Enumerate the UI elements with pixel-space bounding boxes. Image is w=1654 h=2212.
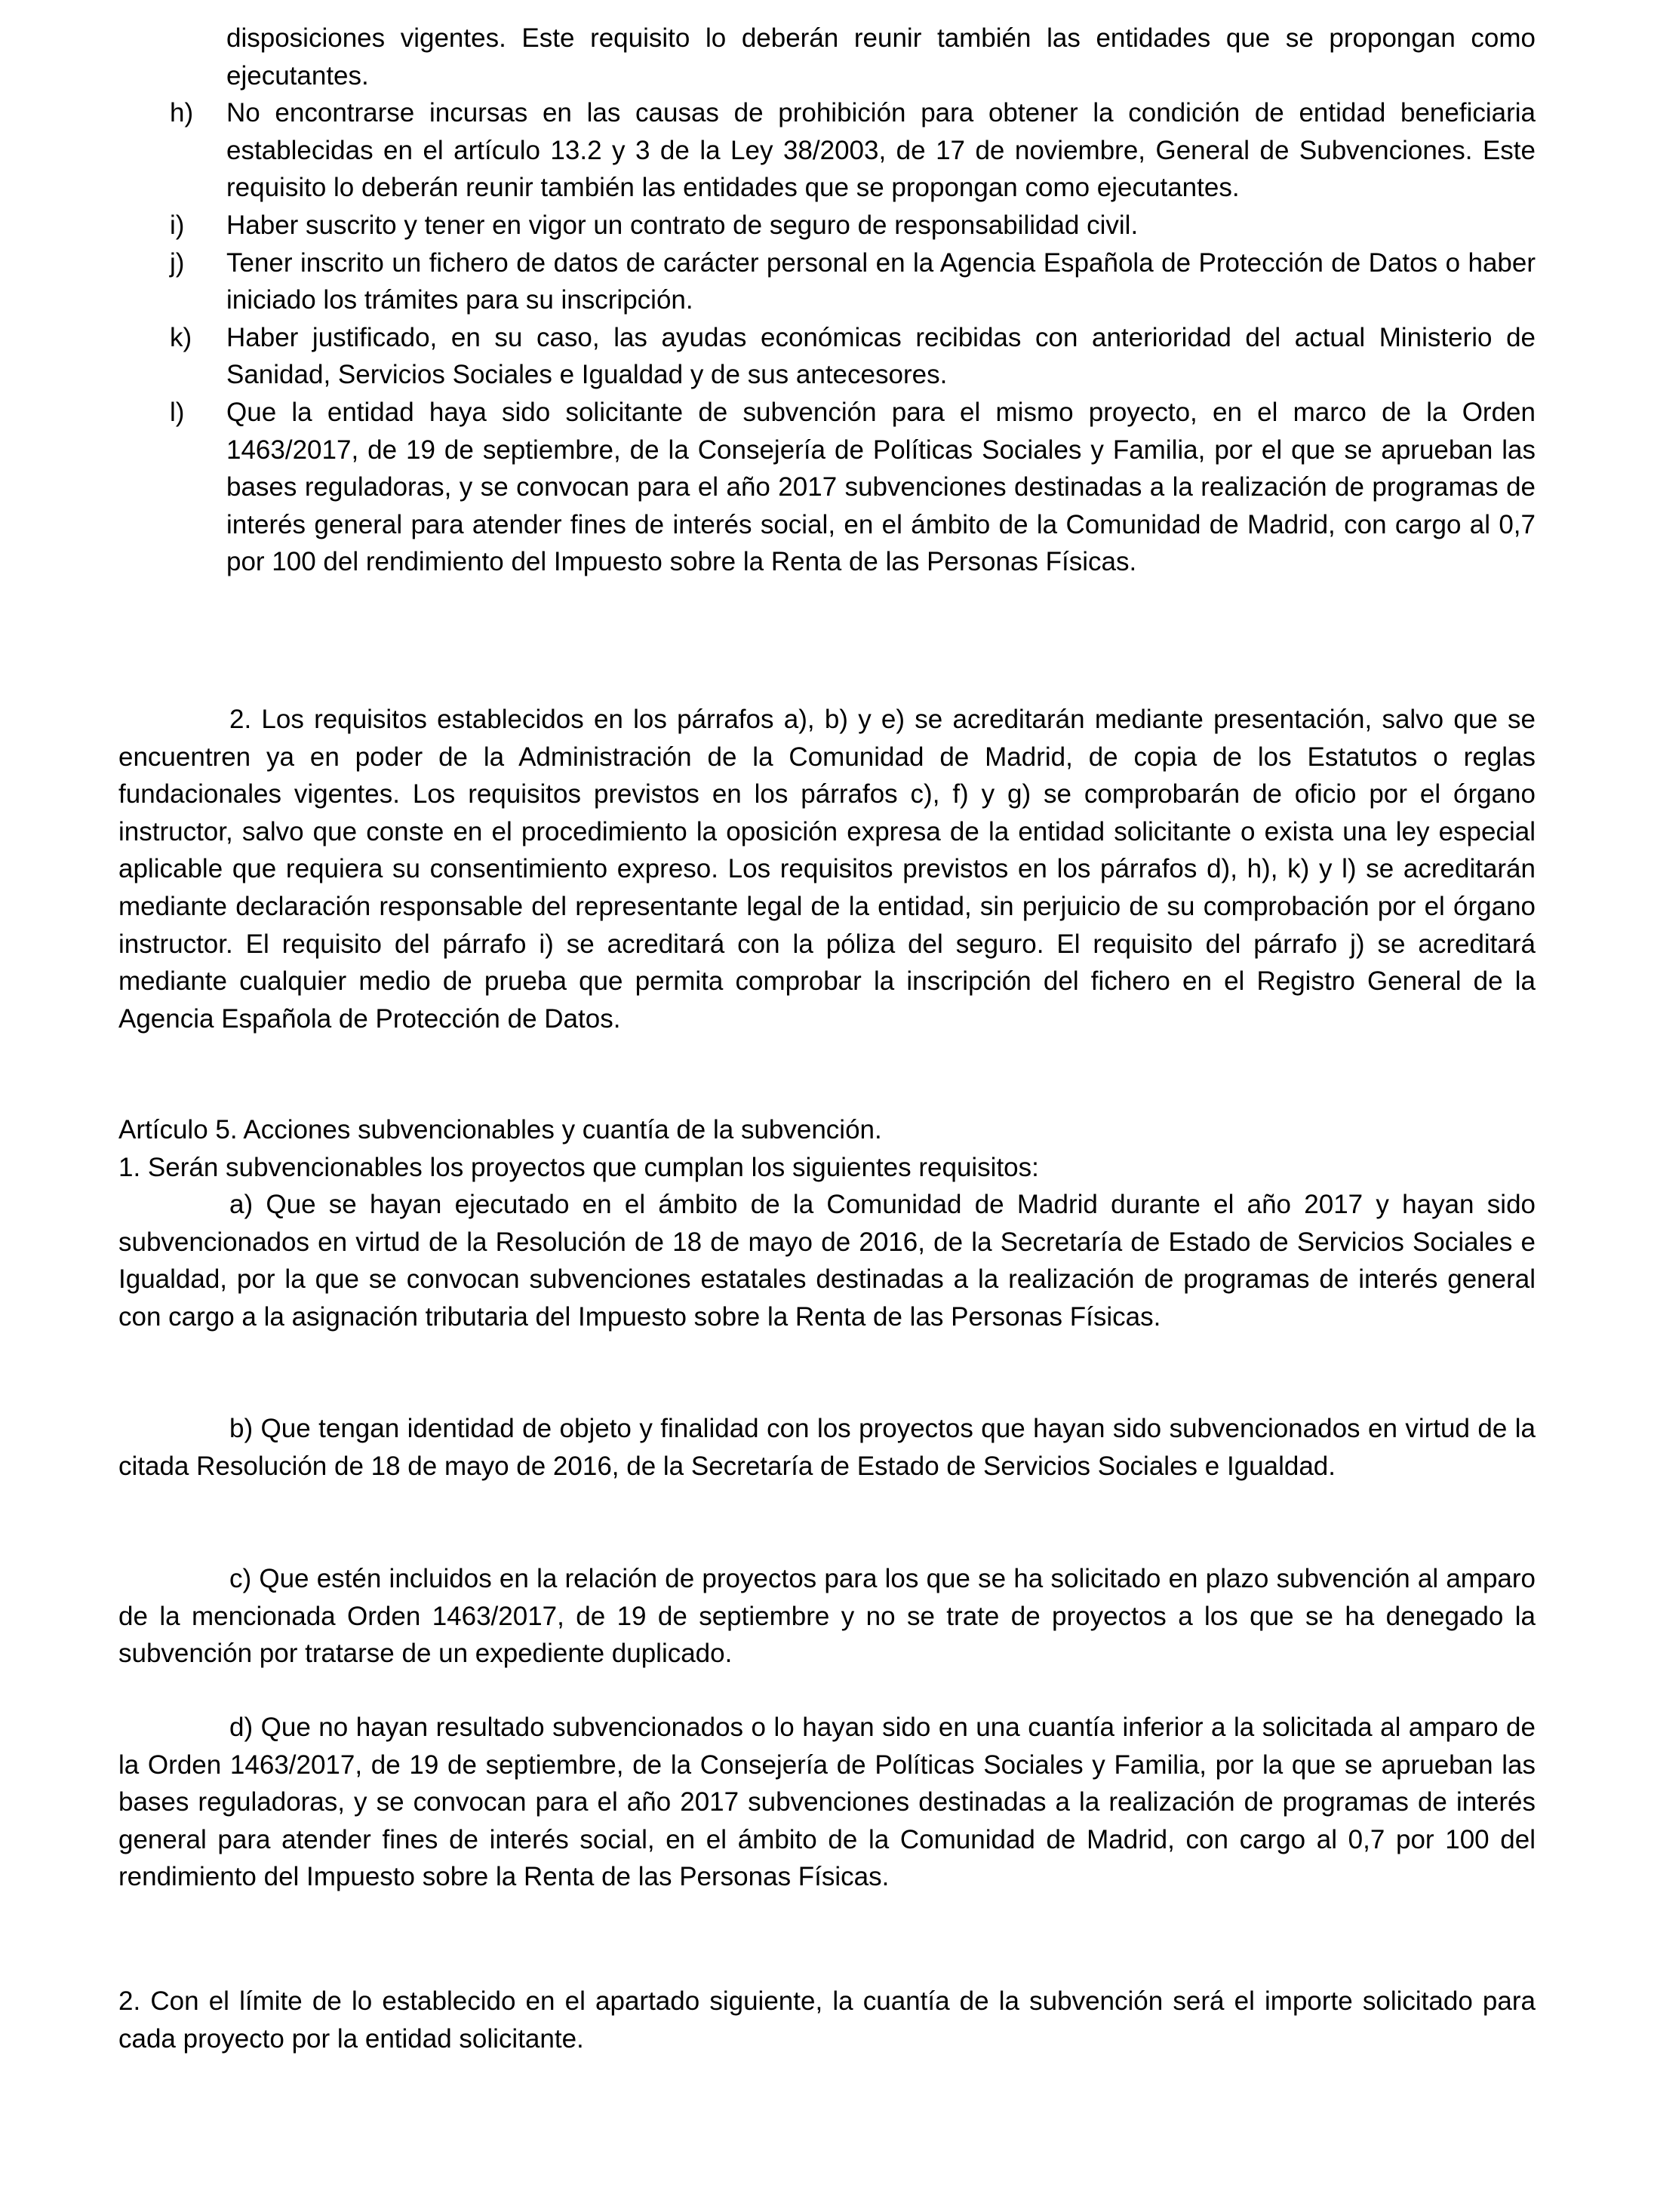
requirements-list (118, 20, 1536, 581)
list-item-label: k) (170, 322, 192, 352)
article-5-point-1-c: c) Que estén incluidos en la relación de proyectos para los que se ha solicitado en plazo subvención al amparo de la mencionada Orden 1463/2017, de 19 de septiembre y no se trate de proyectos a los que se ha denegado la subvención por tratarse de un expediente duplicado. (118, 1564, 1536, 1669)
article-5-point-1-b: b) Que tengan identidad de objeto y finalidad con los proyectos que hayan sido subvencionados en virtud de la citada Resolución de 18 de mayo de 2016, de la Secretaría de Estado de Servicios Sociales e Igualdad. (118, 1414, 1536, 1481)
list-item-text: Haber suscrito y tener en vigor un contrato de seguro de responsabilidad civil. (226, 210, 1139, 240)
list-item-g-continuation (118, 20, 1536, 94)
list-item-label: j) (170, 247, 185, 278)
list-item-label: l) (170, 397, 185, 427)
article-5-point-2: 2. Con el límite de lo establecido en el apartado siguiente, la cuantía de la subvención será el importe solicitado para cada proyecto por la entidad solicitante. (118, 1986, 1536, 2054)
list-item-text: Tener inscrito un fichero de datos de carácter personal en la Agencia Española de Protección de Datos o haber iniciado los trámites para su inscripción. (226, 247, 1536, 315)
list-item-label: i) (170, 210, 185, 240)
list-item-text: No encontrarse incursas en las causas de prohibición para obtener la condición de entidad beneficiaria establecidas en el artículo 13.2 y 3 de la Ley 38/2003, de 17 de noviembre, General de Subvenciones. Este requisito lo deberán reunir también las entidades que se propongan como ejecutantes. (226, 98, 1536, 203)
article-5-point-1-a: a) Que se hayan ejecutado en el ámbito de la Comunidad de Madrid durante el año 2017 y hayan sido subvencionados en virtud de la Resolución de 18 de mayo de 2016, de la Secretaría de Estado de Servicios Sociales e Igualdad, por la que se convocan subvenciones estatales destinadas a la realización de programas de interés general con cargo a la asignación tributaria del Impuesto sobre la Renta de las Personas Físicas. (118, 1190, 1536, 1332)
paragraph-requisitos-acreditacion: 2. Los requisitos establecidos en los párrafos a), b) y e) se acreditarán mediante presentación, salvo que se encuentren ya en poder de la Administración de la Comunidad de Madrid, de copia de los Estatutos o reglas fundacionales vigentes. Los requisitos previstos en los párrafos c), f) y g) se comprobarán de oficio por el órgano instructor, salvo que conste en el procedimiento la oposición expresa de la entidad solicitante o exista una ley especial aplicable que requiera su consentimiento expreso. Los requisitos previstos en los párrafos d), h), k) y l) se acreditarán mediante declaración responsable del representante legal de la entidad, sin perjuicio de su comprobación por el órgano instructor. El requisito del párrafo i) se acreditará con la póliza del seguro. El requisito del párrafo j) se acreditará mediante cualquier medio de prueba que permita comprobar la inscripción del fichero en el Registro General de la Agencia Española de Protección de Datos. (118, 705, 1536, 1034)
article-5-point-1-d: d) Que no hayan resultado subvencionados o lo hayan sido en una cuantía inferior a la solicitada al amparo de la Orden 1463/2017, de 19 de septiembre, de la Consejería de Políticas Sociales y Familia, por la que se aprueban las bases reguladoras, y se convocan para el año 2017 subvenciones destinadas a la realización de programas de interés general para atender fines de interés social, en el ámbito de la Comunidad de Madrid, con cargo al 0,7 por 100 del rendimiento del Impuesto sobre la Renta de las Personas Físicas. (118, 1713, 1536, 1892)
list-item-k (118, 319, 1536, 394)
list-item-text: Que la entidad haya sido solicitante de subvención para el mismo proyecto, en el marco de la Orden 1463/2017, de 19 de septiembre, de la Consejería de Políticas Sociales y Familia, por el que se aprueban las bases reguladoras, y se convocan para el año 2017 subvenciones destinadas a la realización de programas de interés general para atender fines de interés social, en el ámbito de la Comunidad de Madrid, con cargo al 0,7 por 100 del rendimiento del Impuesto sobre la Renta de las Personas Físicas. (226, 397, 1536, 577)
list-item-text: Haber justificado, en su caso, las ayudas económicas recibidas con anterioridad del actual Ministerio de Sanidad, Servicios Sociales e Igualdad y de sus antecesores. (226, 322, 1536, 390)
article-5-point-1: 1. Serán subvencionables los proyectos que cumplan los siguientes requisitos: (118, 1153, 1039, 1182)
list-item-text: disposiciones vigentes. Este requisito lo deberán reunir también las entidades que se propongan como ejecutantes. (226, 23, 1536, 91)
list-item-j (118, 244, 1536, 319)
article-5-heading: Artículo 5. Acciones subvencionables y cuantía de la subvención. (118, 1115, 882, 1144)
list-item-label: h) (170, 98, 194, 128)
list-item-h (118, 94, 1536, 207)
list-item-l (118, 394, 1536, 581)
list-item-i (118, 207, 1536, 244)
